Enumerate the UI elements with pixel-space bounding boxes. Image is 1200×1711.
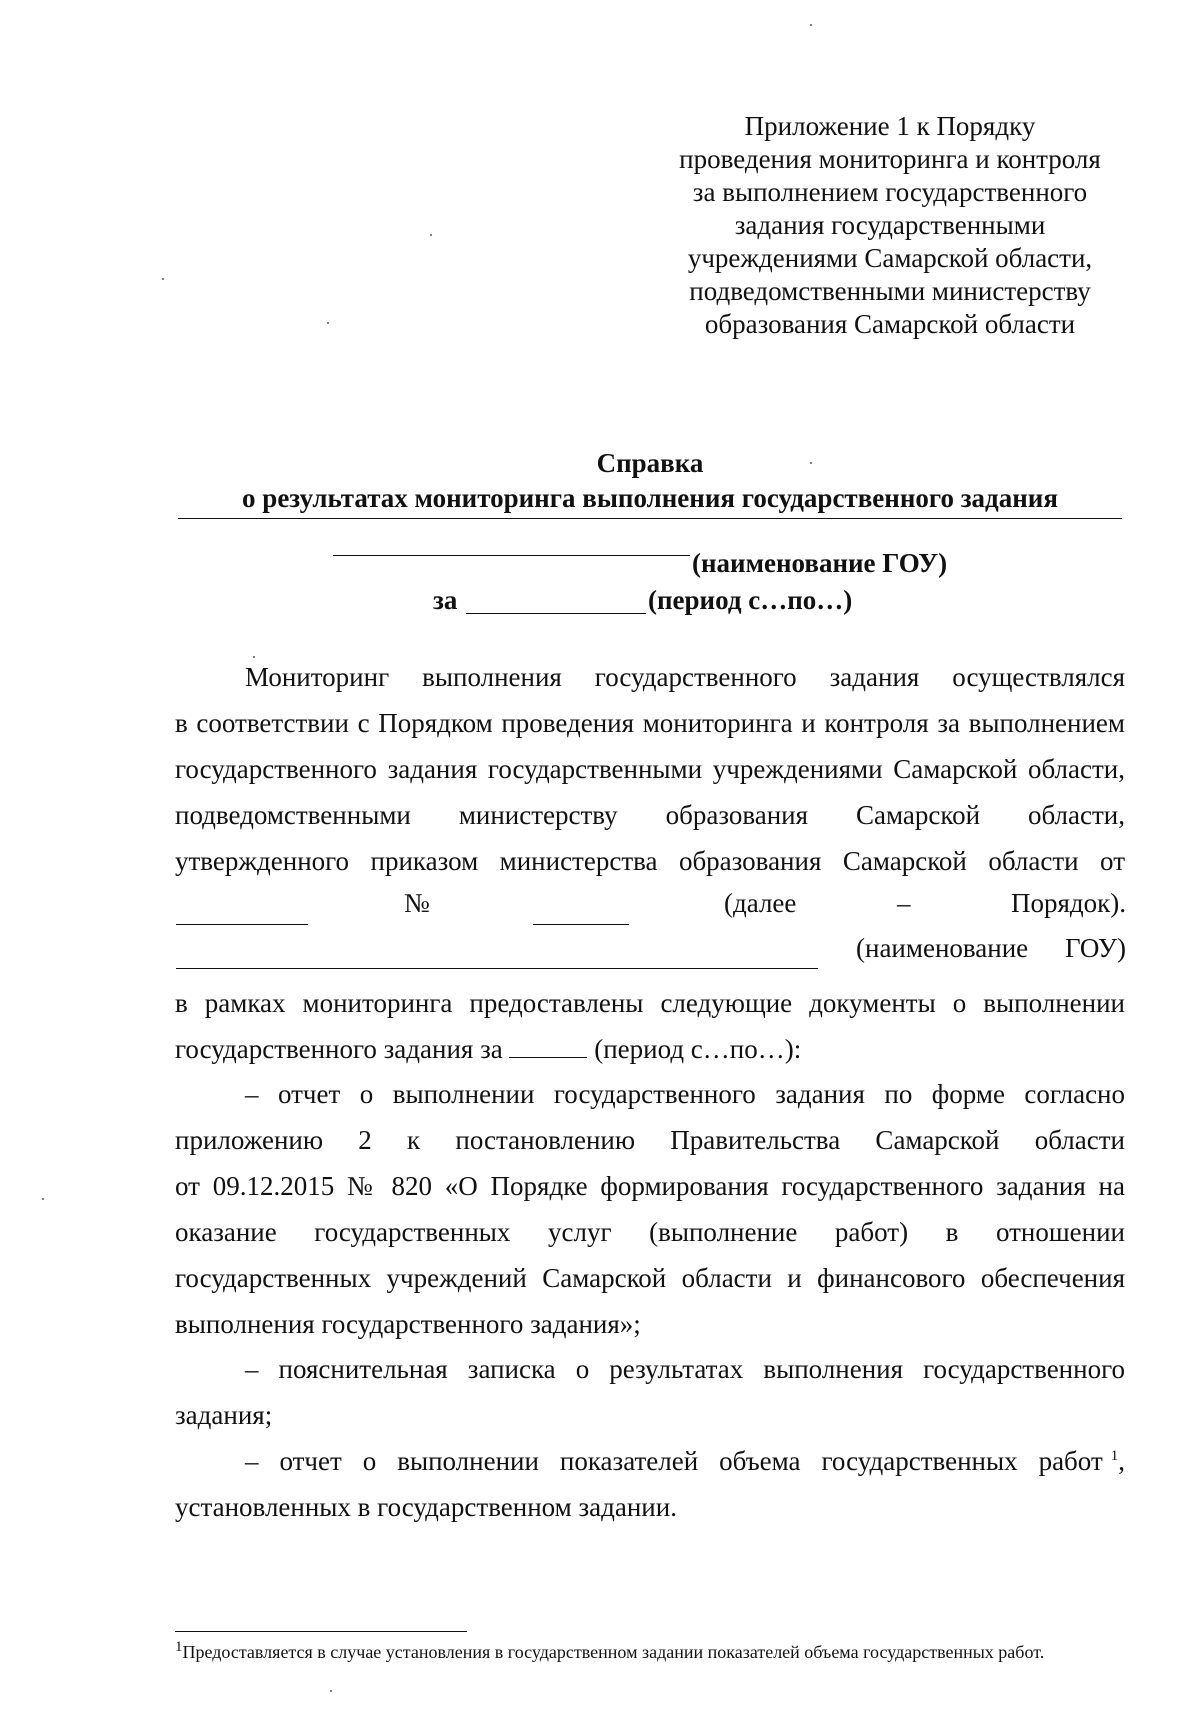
- document-title: Справка: [596, 448, 704, 478]
- scan-speck: [42, 1198, 44, 1200]
- item2-line-1: – пояснительная записка о результатах выполнения государственного: [245, 1354, 1125, 1384]
- item3-comma: ,: [1118, 1446, 1125, 1476]
- item1-line-6: выполнения государственного задания»;: [175, 1309, 641, 1339]
- footnote: [175, 1640, 1125, 1664]
- order-date-blank: [176, 924, 308, 925]
- item3-first: – отчет о выполнении показателей объема государственных работ: [245, 1446, 1103, 1476]
- item3-footnote-ref: [1103, 1438, 1125, 1484]
- appendix-line-5: учреждениями Самарской области,: [687, 243, 1093, 273]
- org-name-label: (наименование ГОУ): [692, 548, 948, 578]
- appendix-line-4: задания государственными: [734, 210, 1046, 240]
- footnote-mark: 1: [175, 1639, 183, 1655]
- scan-speck: [810, 24, 812, 26]
- scan-speck: [810, 462, 812, 464]
- appendix-line-3: за выполнением государственного: [692, 177, 1088, 207]
- p2-last-suffix: (период с…по…):: [594, 1034, 802, 1064]
- footnote-text: Предоставляется в случае установления в государственном задании показателей объема государственных работ.: [182, 1642, 1045, 1662]
- org-name-blank: [333, 555, 690, 556]
- scan-speck: [430, 234, 432, 236]
- p1-name-label: [856, 933, 1126, 964]
- p2-line-1: в рамках мониторинга предоставлены следующие документы о выполнении: [175, 988, 1125, 1018]
- p2-line-2: [175, 1026, 1125, 1072]
- appendix-line-1: Приложение 1 к Порядку: [744, 111, 1036, 141]
- item3-line-1: [175, 1438, 1125, 1484]
- footnote-ref-mark: 1: [1110, 1448, 1119, 1464]
- paragraph-1: [175, 654, 1125, 884]
- p1-line-5: утвержденного приказом министерства образования Самарской области от: [175, 846, 1125, 876]
- item1-line-2: приложению 2 к постановлению Правительства Самарской области: [175, 1125, 1125, 1155]
- period-prefix: за: [433, 585, 458, 615]
- order-number-sign: №: [404, 888, 430, 918]
- appendix-header: [655, 110, 1125, 341]
- appendix-line-6: подведомственными министерству: [689, 276, 1091, 306]
- p1-line-1: Мониторинг выполнения государственного задания осуществлялся: [245, 662, 1125, 692]
- org-name-blank-2: [176, 968, 818, 969]
- appendix-line-2: проведения мониторинга и контроля: [679, 144, 1101, 174]
- list-item-1: [175, 1071, 1125, 1347]
- p1-line-3: государственного задания государственными учреждениями Самарской области,: [175, 754, 1125, 784]
- list-item-3: [175, 1438, 1125, 1530]
- period-blank: [466, 613, 646, 614]
- scan-speck: [330, 1690, 332, 1692]
- footnote-separator: [175, 1631, 467, 1632]
- paragraph-2: [175, 980, 1125, 1072]
- item1-line-3: от 09.12.2015 № 820 «О Порядке формирования государственного задания на: [175, 1171, 1125, 1201]
- appendix-line-7: образования Самарской области: [704, 309, 1076, 339]
- item1-line-1: – отчет о выполнении государственного задания по форме согласно: [245, 1079, 1125, 1109]
- scan-speck: [327, 322, 329, 324]
- document-subtitle: о результатах мониторинга выполнения государственного задания: [242, 483, 1058, 513]
- p2-last-prefix: государственного задания за: [175, 1034, 503, 1064]
- p1-name-label-text: (наименование ГОУ): [856, 933, 1126, 963]
- org-fill-line-full: [178, 518, 1122, 519]
- list-item-2: [175, 1346, 1125, 1438]
- p1-tail-text: (далее – Порядок).: [724, 888, 1126, 918]
- scan-speck: [253, 656, 255, 658]
- p2-period-blank: [509, 1037, 587, 1058]
- item2-line-2: задания;: [175, 1400, 273, 1430]
- period-label: (период с…по…): [648, 585, 853, 615]
- item1-line-5: государственных учреждений Самарской области и финансового обеспечения: [175, 1263, 1125, 1293]
- item1-line-4: оказание государственных услуг (выполнение работ) в отношении: [175, 1217, 1125, 1247]
- item3-text: [245, 1438, 1103, 1484]
- scan-speck: [162, 278, 164, 280]
- p1-line-2: в соответствии с Порядком проведения мониторинга и контроля за выполнением: [175, 708, 1125, 738]
- p1-tail: [724, 888, 1126, 919]
- p1-line-4: подведомственными министерству образования Самарской области,: [175, 800, 1125, 830]
- item3-line-2: установленных в государственном задании.: [175, 1492, 677, 1522]
- order-number-blank: [533, 924, 629, 925]
